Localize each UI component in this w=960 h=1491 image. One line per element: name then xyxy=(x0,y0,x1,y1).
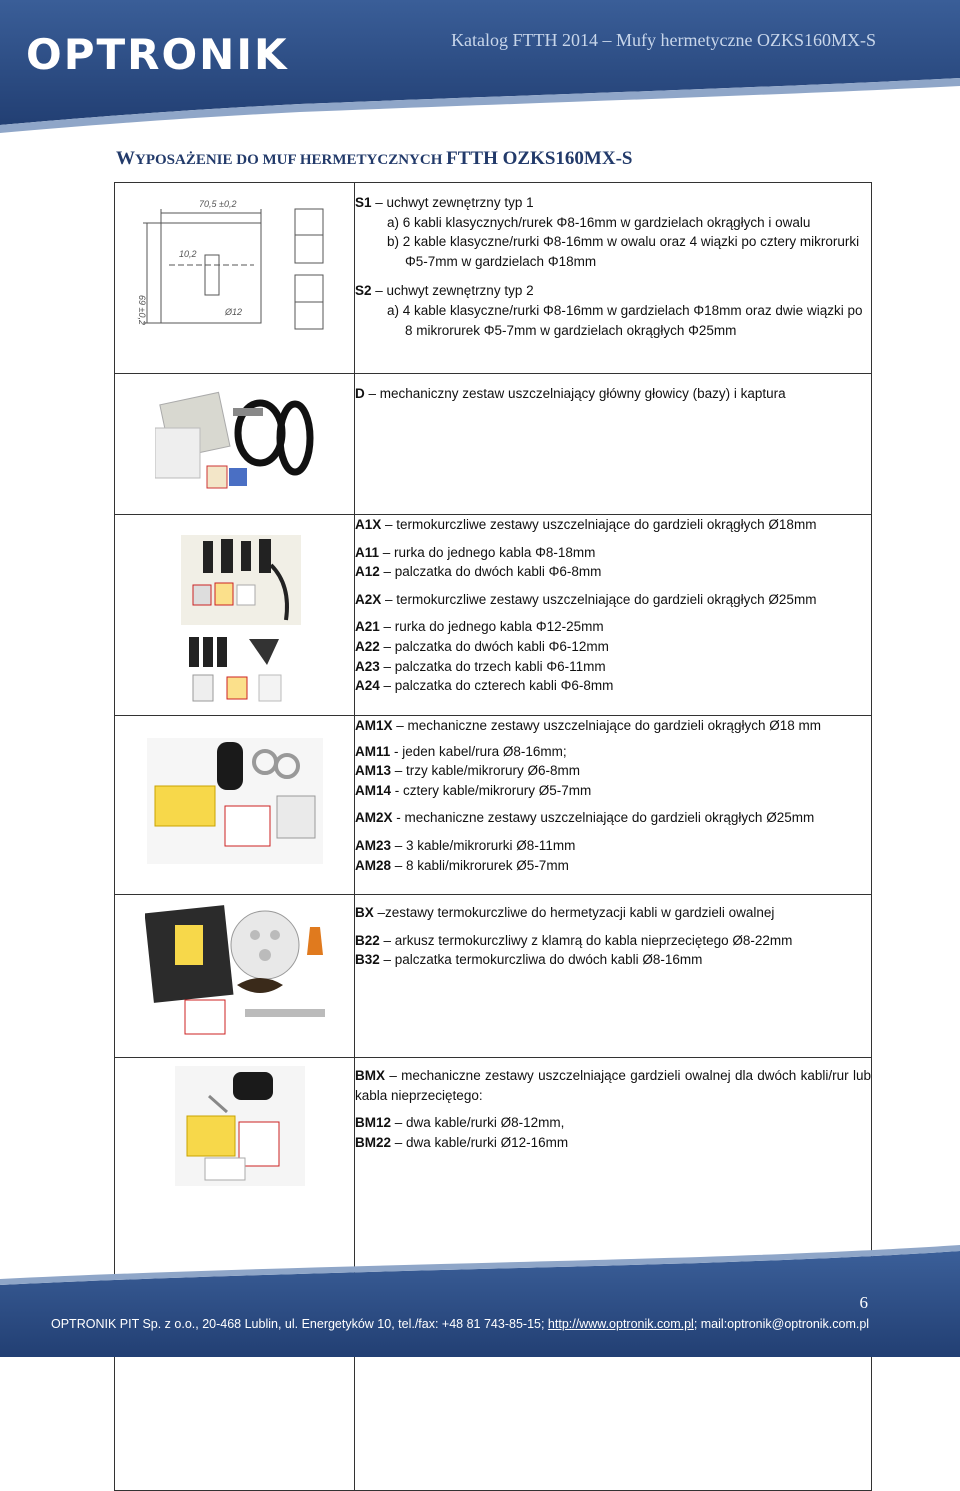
seal-kit-photo xyxy=(155,388,335,498)
photo-cell xyxy=(115,515,355,716)
table-row xyxy=(115,895,872,1058)
title-product: FTTH OZKS160MX-S xyxy=(446,148,633,169)
page-footer xyxy=(0,1245,960,1357)
item-bm22: BM22 – dwa kable/rurki Ø12-16mm xyxy=(355,1134,569,1150)
item-b32: B32 – palczatka termokurczliwa do dwóch kabli Ø8-16mm xyxy=(355,952,703,968)
item-am2x: AM2X - mechaniczne zestawy uszczelniające do gardzieli okrągłych Ø25mm xyxy=(355,810,815,826)
item-a22: A22 – palczatka do dwóch kabli Φ6-12mm xyxy=(355,638,609,654)
a1x-kit-photo xyxy=(181,535,301,625)
item-d: D – mechaniczny zestaw uszczelniający główny głowicy (bazy) i kaptura xyxy=(355,386,786,401)
table-row xyxy=(115,374,872,515)
footer-wave-background xyxy=(0,1245,960,1357)
item-am11: AM11 - jeden kabel/rura Ø8-16mm; xyxy=(355,743,567,759)
item-a12: A12 – palczatka do dwóch kabli Φ6-8mm xyxy=(355,564,602,580)
item-a21: A21 – rurka do jednego kabla Φ12-25mm xyxy=(355,619,604,635)
bx-kit-photo xyxy=(145,905,345,1045)
s-brackets-text xyxy=(355,183,872,374)
drawing-dim-side: 69 ±0,2 xyxy=(137,295,147,325)
item-am28: AM28 – 8 kabli/mikrorurek Ø5-7mm xyxy=(355,857,569,873)
a-kits-text xyxy=(355,515,872,716)
am-kit-photo xyxy=(145,736,325,866)
am-kits-text xyxy=(355,716,872,895)
bracket-technical-drawing xyxy=(129,195,344,335)
item-a23: A23 – palczatka do trzech kabli Φ6-11mm xyxy=(355,658,606,674)
header-catalog-title: Katalog FTTH 2014 – Mufy hermetyczne OZKS160MX-S xyxy=(451,30,876,50)
page-number: 6 xyxy=(859,1293,868,1312)
item-bx: BX –zestawy termokurczliwe do hermetyzacji kabli w gardzieli owalnej xyxy=(355,905,775,920)
item-am13: AM13 – trzy kable/mikrorury Ø6-8mm xyxy=(355,763,581,779)
item-s1-a: a) 6 kabli klasycznych/rurek Φ8-16mm w gardzielach okrągłych i owalu xyxy=(387,214,811,230)
section-title xyxy=(116,148,632,170)
drawing-dim-dia: Ø12 xyxy=(225,307,243,317)
optronik-logo: OPTRONIK xyxy=(26,30,289,79)
footer-contact: OPTRONIK PIT Sp. z o.o., 20-468 Lublin, ul. Energetyków 10, tel./fax: +48 81 743-85-15; http://www.optronik.com.pl; mail:optronik@optronik.com.pl xyxy=(51,1317,870,1331)
bmx-kit-photo xyxy=(175,1066,305,1186)
item-s1-b: b) 2 kable klasyczne/rurki Φ8-16mm w owalu oraz 4 wiązki po cztery mikrorurki xyxy=(387,234,860,250)
page-header xyxy=(0,0,960,135)
bx-kits-text xyxy=(355,895,872,1058)
title-initial: W xyxy=(116,148,135,169)
photo-cell xyxy=(115,895,355,1058)
item-b22: B22 – arkusz termokurczliwy z klamrą do kabla nieprzeciętego Ø8-22mm xyxy=(355,932,793,948)
item-a1x: A1X – termokurczliwe zestawy uszczelniające do gardzieli okrągłych Ø18mm xyxy=(355,517,817,532)
item-am14: AM14 - cztery kable/mikrorury Ø5-7mm xyxy=(355,782,592,798)
item-am1x: AM1X – mechaniczne zestawy uszczelniające do gardzieli okrągłych Ø18 mm xyxy=(355,718,821,733)
item-am23: AM23 – 3 kable/mikrorurki Ø8-11mm xyxy=(355,837,576,853)
item-s2-a: a) 4 kable klasyczne/rurki Φ8-16mm w gardzielach Φ18mm oraz dwie wiązki po xyxy=(387,302,863,318)
website-link[interactable]: http://www.optronik.com.pl xyxy=(547,1317,694,1331)
d-kit-text xyxy=(355,374,872,515)
item-a11: A11 – rurka do jednego kabla Φ8-18mm xyxy=(355,544,596,560)
drawing-dim-top: 70,5 ±0,2 xyxy=(199,199,237,209)
photo-cell xyxy=(115,716,355,895)
photo-cell xyxy=(115,374,355,515)
table-row xyxy=(115,716,872,895)
item-s1: S1 – uchwyt zewnętrzny typ 1 xyxy=(355,195,534,210)
drawing-cell xyxy=(115,183,355,374)
item-bmx: BMX – mechaniczne zestawy uszczelniające gardzieli owalnej dla dwóch kabli/rur lub kabla nieprzeciętego: xyxy=(355,1068,871,1103)
item-bm12: BM12 – dwa kable/rurki Ø8-12mm, xyxy=(355,1115,565,1131)
title-rest: YPOSAŻENIE DO MUF HERMETYCZNYCH xyxy=(135,152,447,168)
item-s2-a-cont: 8 mikrorurek Φ5-7mm w gardzielach okrągłych Φ25mm xyxy=(405,322,737,338)
item-s2: S2 – uchwyt zewnętrzny typ 2 xyxy=(355,283,534,299)
drawing-dim-left: 10,2 xyxy=(179,249,197,259)
item-s1-b-cont: Φ5-7mm w gardzielach Φ18mm xyxy=(405,253,597,269)
table-row xyxy=(115,183,872,374)
table-row xyxy=(115,515,872,716)
item-a24: A24 – palczatka do czterech kabli Φ6-8mm xyxy=(355,678,614,694)
item-a2x: A2X – termokurczliwe zestawy uszczelniające do gardzieli okrągłych Ø25mm xyxy=(355,591,817,607)
a2x-kit-photo xyxy=(179,635,299,707)
